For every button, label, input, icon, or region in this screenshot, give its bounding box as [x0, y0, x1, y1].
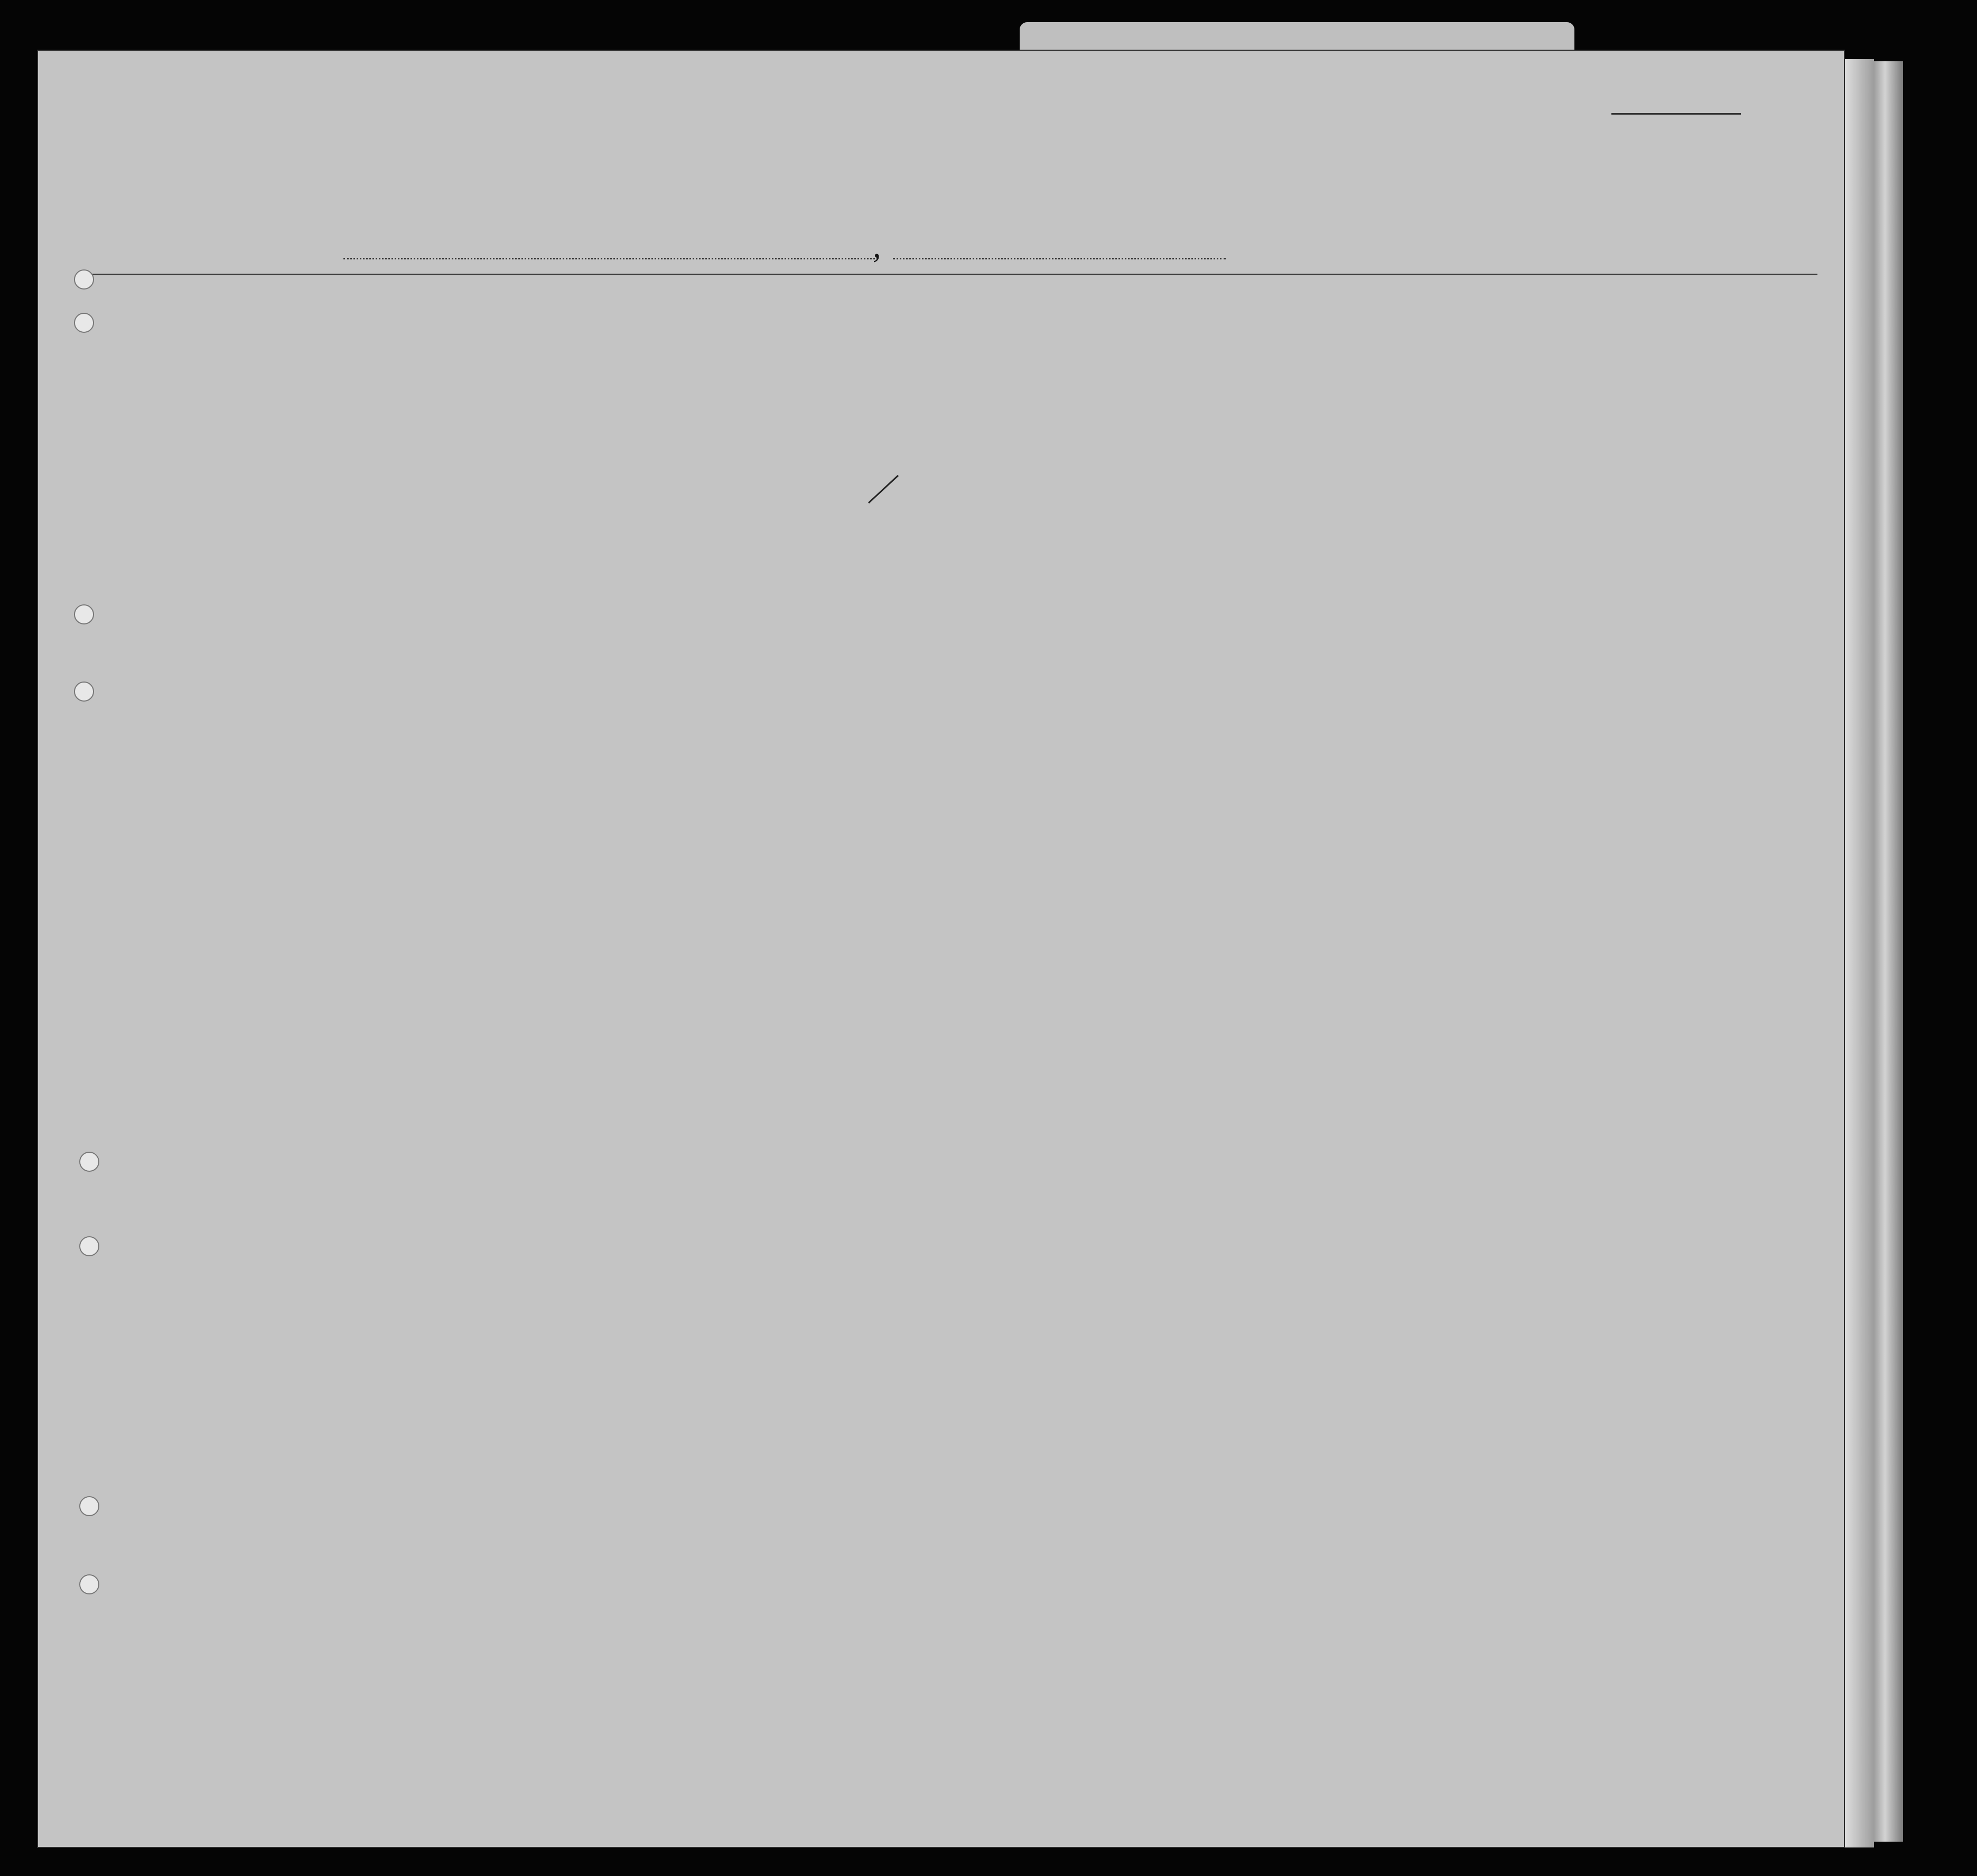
binder-hole: [74, 269, 94, 290]
hdr-anarchist: [958, 317, 980, 444]
hdr-offer: [1041, 317, 1083, 444]
strike-mark: [866, 473, 903, 505]
hdr-length: [792, 331, 824, 444]
hdr-overthrow: [985, 317, 1043, 444]
hdr-ticket: [133, 317, 170, 449]
binder-hole: [74, 313, 94, 333]
hdr-feet: [1263, 402, 1279, 449]
binder-hole: [74, 682, 94, 702]
binder-hole: [79, 1574, 99, 1594]
hdr-inches: [1289, 391, 1305, 449]
hdr-deported: [1094, 317, 1120, 444]
hdr-return: [746, 331, 788, 444]
hdr-polygamist: [935, 317, 956, 444]
hdr-fifty-dollars: [268, 317, 305, 449]
binder-hole: [74, 604, 94, 624]
binder-hole: [79, 1236, 99, 1256]
hdr-prison: [898, 317, 933, 444]
hdr-citizen: [866, 331, 893, 444]
binder-hole: [79, 1496, 99, 1516]
binder-hole: [79, 1152, 99, 1172]
